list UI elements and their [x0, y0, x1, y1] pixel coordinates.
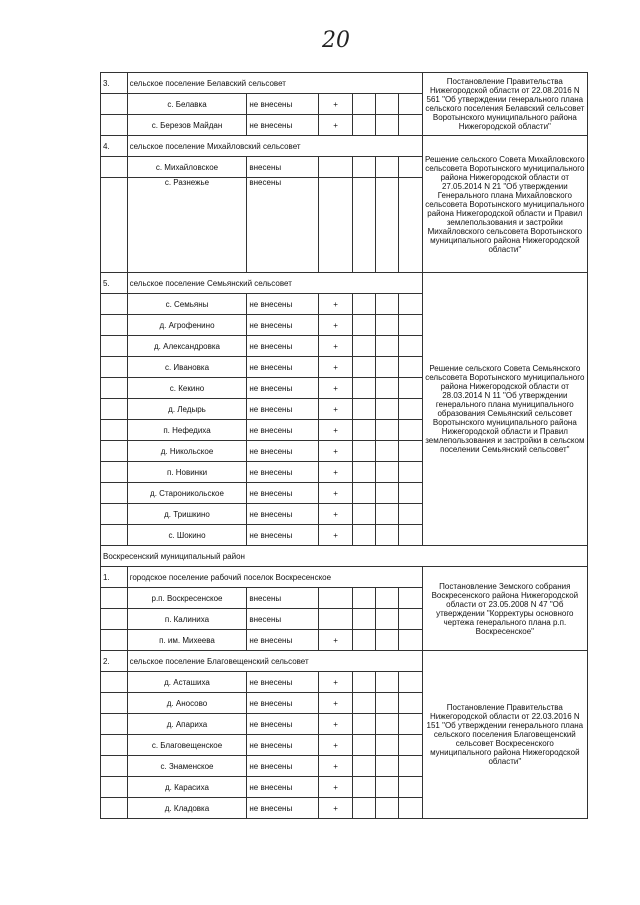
changes-status: не внесены: [247, 94, 319, 115]
settlement-name: с. Ивановка: [127, 357, 247, 378]
settlement-name: д. Староникольское: [127, 483, 247, 504]
settlement-name: с. Михайловское: [127, 157, 247, 178]
empty-cell: [352, 94, 375, 115]
changes-status: внесены: [247, 157, 319, 178]
changes-status: не внесены: [247, 357, 319, 378]
empty-cell: [352, 735, 375, 756]
district-row: [101, 546, 588, 567]
empty-cell: [399, 378, 422, 399]
changes-status: не внесены: [247, 420, 319, 441]
section-title-row: [101, 136, 588, 157]
empty-cell: [352, 115, 375, 136]
empty-cell: [101, 336, 128, 357]
empty-cell: [376, 178, 399, 273]
empty-cell: [376, 714, 399, 735]
section-title: сельское поселение Михайловский сельсовет: [127, 136, 422, 157]
district-title: Воскресенский муниципальный район: [101, 546, 588, 567]
empty-cell: [399, 315, 422, 336]
plus-mark: [319, 157, 352, 178]
plus-mark: +: [319, 630, 352, 651]
empty-cell: [101, 294, 128, 315]
empty-cell: [352, 336, 375, 357]
empty-cell: [101, 483, 128, 504]
empty-cell: [376, 525, 399, 546]
empty-cell: [101, 399, 128, 420]
changes-status: не внесены: [247, 525, 319, 546]
empty-cell: [376, 441, 399, 462]
plus-mark: +: [319, 378, 352, 399]
empty-cell: [376, 294, 399, 315]
empty-cell: [352, 609, 375, 630]
empty-cell: [399, 525, 422, 546]
settlement-name: д. Ледырь: [127, 399, 247, 420]
settlement-name: п. Нефедиха: [127, 420, 247, 441]
empty-cell: [399, 609, 422, 630]
changes-status: не внесены: [247, 630, 319, 651]
plus-mark: +: [319, 420, 352, 441]
empty-cell: [352, 462, 375, 483]
settlement-name: д. Агрофенино: [127, 315, 247, 336]
section-title-row: [101, 73, 588, 94]
plus-mark: +: [319, 315, 352, 336]
plus-mark: +: [319, 115, 352, 136]
empty-cell: [399, 672, 422, 693]
empty-cell: [352, 714, 375, 735]
empty-cell: [376, 94, 399, 115]
empty-cell: [352, 399, 375, 420]
empty-cell: [352, 630, 375, 651]
changes-status: не внесены: [247, 294, 319, 315]
empty-cell: [399, 630, 422, 651]
empty-cell: [399, 735, 422, 756]
settlement-name: с. Белавка: [127, 94, 247, 115]
empty-cell: [101, 357, 128, 378]
empty-cell: [399, 420, 422, 441]
empty-cell: [399, 777, 422, 798]
empty-cell: [101, 115, 128, 136]
changes-status: не внесены: [247, 336, 319, 357]
empty-cell: [376, 336, 399, 357]
empty-cell: [376, 693, 399, 714]
empty-cell: [352, 504, 375, 525]
empty-cell: [376, 399, 399, 420]
settlement-name: д. Никольское: [127, 441, 247, 462]
empty-cell: [376, 315, 399, 336]
empty-cell: [399, 94, 422, 115]
changes-status: не внесены: [247, 777, 319, 798]
settlement-name: р.п. Воскресенское: [127, 588, 247, 609]
empty-cell: [352, 357, 375, 378]
plus-mark: +: [319, 714, 352, 735]
empty-cell: [101, 630, 128, 651]
settlement-name: д. Асташиха: [127, 672, 247, 693]
empty-cell: [399, 357, 422, 378]
changes-status: не внесены: [247, 315, 319, 336]
section-title: сельское поселение Белавский сельсовет: [127, 73, 422, 94]
section-document: Решение сельского Совета Михайловского сельсовета Воротынского муниципального района Нижегородской области от 27.05.2014 N 21 "Об утверждении Генерального плана Михайловского сельсовета Воротынского муниципального района Нижегородской области и Правил землепользования и застройки Михайловского сельсовета Воротынского муниципального района Нижегородской области": [422, 136, 587, 273]
empty-cell: [376, 420, 399, 441]
empty-cell: [352, 588, 375, 609]
section-number: 1.: [101, 567, 128, 588]
plus-mark: [319, 178, 352, 273]
plus-mark: +: [319, 504, 352, 525]
empty-cell: [352, 315, 375, 336]
empty-cell: [352, 378, 375, 399]
empty-cell: [399, 399, 422, 420]
section-title: городское поселение рабочий поселок Воскресенское: [127, 567, 422, 588]
changes-status: не внесены: [247, 735, 319, 756]
empty-cell: [352, 798, 375, 819]
registry-table: [100, 72, 588, 819]
settlement-name: д. Тришкино: [127, 504, 247, 525]
plus-mark: +: [319, 336, 352, 357]
empty-cell: [399, 588, 422, 609]
empty-cell: [352, 294, 375, 315]
changes-status: не внесены: [247, 798, 319, 819]
settlement-name: д. Кладовка: [127, 798, 247, 819]
empty-cell: [376, 504, 399, 525]
changes-status: не внесены: [247, 483, 319, 504]
empty-cell: [101, 735, 128, 756]
empty-cell: [399, 714, 422, 735]
settlement-name: с. Кекино: [127, 378, 247, 399]
empty-cell: [376, 378, 399, 399]
section-number: 2.: [101, 651, 128, 672]
settlement-name: д. Александровка: [127, 336, 247, 357]
section-number: 4.: [101, 136, 128, 157]
empty-cell: [352, 441, 375, 462]
empty-cell: [101, 378, 128, 399]
empty-cell: [376, 609, 399, 630]
empty-cell: [376, 357, 399, 378]
empty-cell: [352, 756, 375, 777]
empty-cell: [101, 588, 128, 609]
empty-cell: [376, 462, 399, 483]
empty-cell: [376, 630, 399, 651]
empty-cell: [101, 94, 128, 115]
empty-cell: [376, 798, 399, 819]
changes-status: не внесены: [247, 115, 319, 136]
plus-mark: +: [319, 94, 352, 115]
plus-mark: +: [319, 735, 352, 756]
page-number: 20: [322, 28, 350, 53]
empty-cell: [352, 693, 375, 714]
empty-cell: [399, 115, 422, 136]
empty-cell: [376, 157, 399, 178]
empty-cell: [101, 157, 128, 178]
empty-cell: [101, 525, 128, 546]
empty-cell: [101, 609, 128, 630]
empty-cell: [376, 115, 399, 136]
settlement-name: с. Шокино: [127, 525, 247, 546]
plus-mark: +: [319, 483, 352, 504]
changes-status: не внесены: [247, 672, 319, 693]
empty-cell: [399, 157, 422, 178]
settlement-name: п. Новинки: [127, 462, 247, 483]
empty-cell: [101, 672, 128, 693]
settlement-name: с. Семьяны: [127, 294, 247, 315]
settlement-name: с. Березов Майдан: [127, 115, 247, 136]
empty-cell: [376, 483, 399, 504]
settlement-name: с. Знаменское: [127, 756, 247, 777]
empty-cell: [376, 672, 399, 693]
settlement-name: д. Апариха: [127, 714, 247, 735]
empty-cell: [352, 420, 375, 441]
plus-mark: +: [319, 525, 352, 546]
plus-mark: [319, 588, 352, 609]
plus-mark: +: [319, 693, 352, 714]
empty-cell: [101, 756, 128, 777]
empty-cell: [101, 420, 128, 441]
empty-cell: [101, 504, 128, 525]
empty-cell: [101, 777, 128, 798]
empty-cell: [101, 462, 128, 483]
empty-cell: [399, 294, 422, 315]
empty-cell: [352, 157, 375, 178]
plus-mark: +: [319, 441, 352, 462]
section-title: сельское поселение Благовещенский сельсовет: [127, 651, 422, 672]
changes-status: не внесены: [247, 378, 319, 399]
section-title-row: [101, 567, 588, 588]
empty-cell: [376, 777, 399, 798]
empty-cell: [376, 588, 399, 609]
empty-cell: [399, 483, 422, 504]
section-document: Постановление Правительства Нижегородской области от 22.08.2016 N 561 "Об утверждении генерального плана сельского поселения Белавский сельсовет Воротынского муниципального района Нижегородской области": [422, 73, 587, 136]
empty-cell: [399, 178, 422, 273]
settlement-name: с. Благовещенское: [127, 735, 247, 756]
empty-cell: [399, 504, 422, 525]
plus-mark: +: [319, 756, 352, 777]
section-title-row: [101, 273, 588, 294]
section-number: 3.: [101, 73, 128, 94]
empty-cell: [399, 462, 422, 483]
empty-cell: [352, 483, 375, 504]
plus-mark: [319, 609, 352, 630]
changes-status: не внесены: [247, 504, 319, 525]
section-number: 5.: [101, 273, 128, 294]
plus-mark: +: [319, 777, 352, 798]
plus-mark: +: [319, 798, 352, 819]
empty-cell: [101, 178, 128, 273]
plus-mark: +: [319, 357, 352, 378]
empty-cell: [352, 525, 375, 546]
empty-cell: [352, 777, 375, 798]
empty-cell: [101, 693, 128, 714]
section-document: Решение сельского Совета Семьянского сельсовета Воротынского муниципального района Нижегородской области от 28.03.2014 N 11 "Об утверждении генерального плана муниципального образования Семьянский сельсовет Воротынского муниципального района Нижегородской области и Правил землепользования и застройки в сельском поселении Семьянский сельсовет": [422, 273, 587, 546]
empty-cell: [399, 693, 422, 714]
section-document: Постановление Земского собрания Воскресенского района Нижегородской области от 23.05.2008 N 47 "Об утверждении "Корректуры основного чертежа генерального плана р.п. Воскресенское": [422, 567, 587, 651]
empty-cell: [101, 441, 128, 462]
settlement-name: с. Разнежье: [127, 178, 247, 273]
settlement-name: п. Калиниха: [127, 609, 247, 630]
empty-cell: [376, 735, 399, 756]
settlement-name: д. Карасиха: [127, 777, 247, 798]
changes-status: не внесены: [247, 756, 319, 777]
settlement-name: п. им. Михеева: [127, 630, 247, 651]
changes-status: внесены: [247, 588, 319, 609]
section-title: сельское поселение Семьянский сельсовет: [127, 273, 422, 294]
empty-cell: [399, 756, 422, 777]
empty-cell: [352, 672, 375, 693]
plus-mark: +: [319, 294, 352, 315]
empty-cell: [399, 798, 422, 819]
settlement-name: д. Аносово: [127, 693, 247, 714]
changes-status: не внесены: [247, 714, 319, 735]
plus-mark: +: [319, 399, 352, 420]
changes-status: не внесены: [247, 462, 319, 483]
empty-cell: [352, 178, 375, 273]
empty-cell: [399, 441, 422, 462]
empty-cell: [376, 756, 399, 777]
section-document: Постановление Правительства Нижегородской области от 22.03.2016 N 151 "Об утверждении генерального плана сельского поселения Благовещенский сельсовет Воскресенского муниципального района Нижегородской области": [422, 651, 587, 819]
changes-status: не внесены: [247, 441, 319, 462]
changes-status: не внесены: [247, 693, 319, 714]
empty-cell: [101, 714, 128, 735]
plus-mark: +: [319, 672, 352, 693]
changes-status: не внесены: [247, 399, 319, 420]
empty-cell: [399, 336, 422, 357]
empty-cell: [101, 315, 128, 336]
changes-status: внесены: [247, 178, 319, 273]
changes-status: внесены: [247, 609, 319, 630]
empty-cell: [101, 798, 128, 819]
section-title-row: [101, 651, 588, 672]
plus-mark: +: [319, 462, 352, 483]
